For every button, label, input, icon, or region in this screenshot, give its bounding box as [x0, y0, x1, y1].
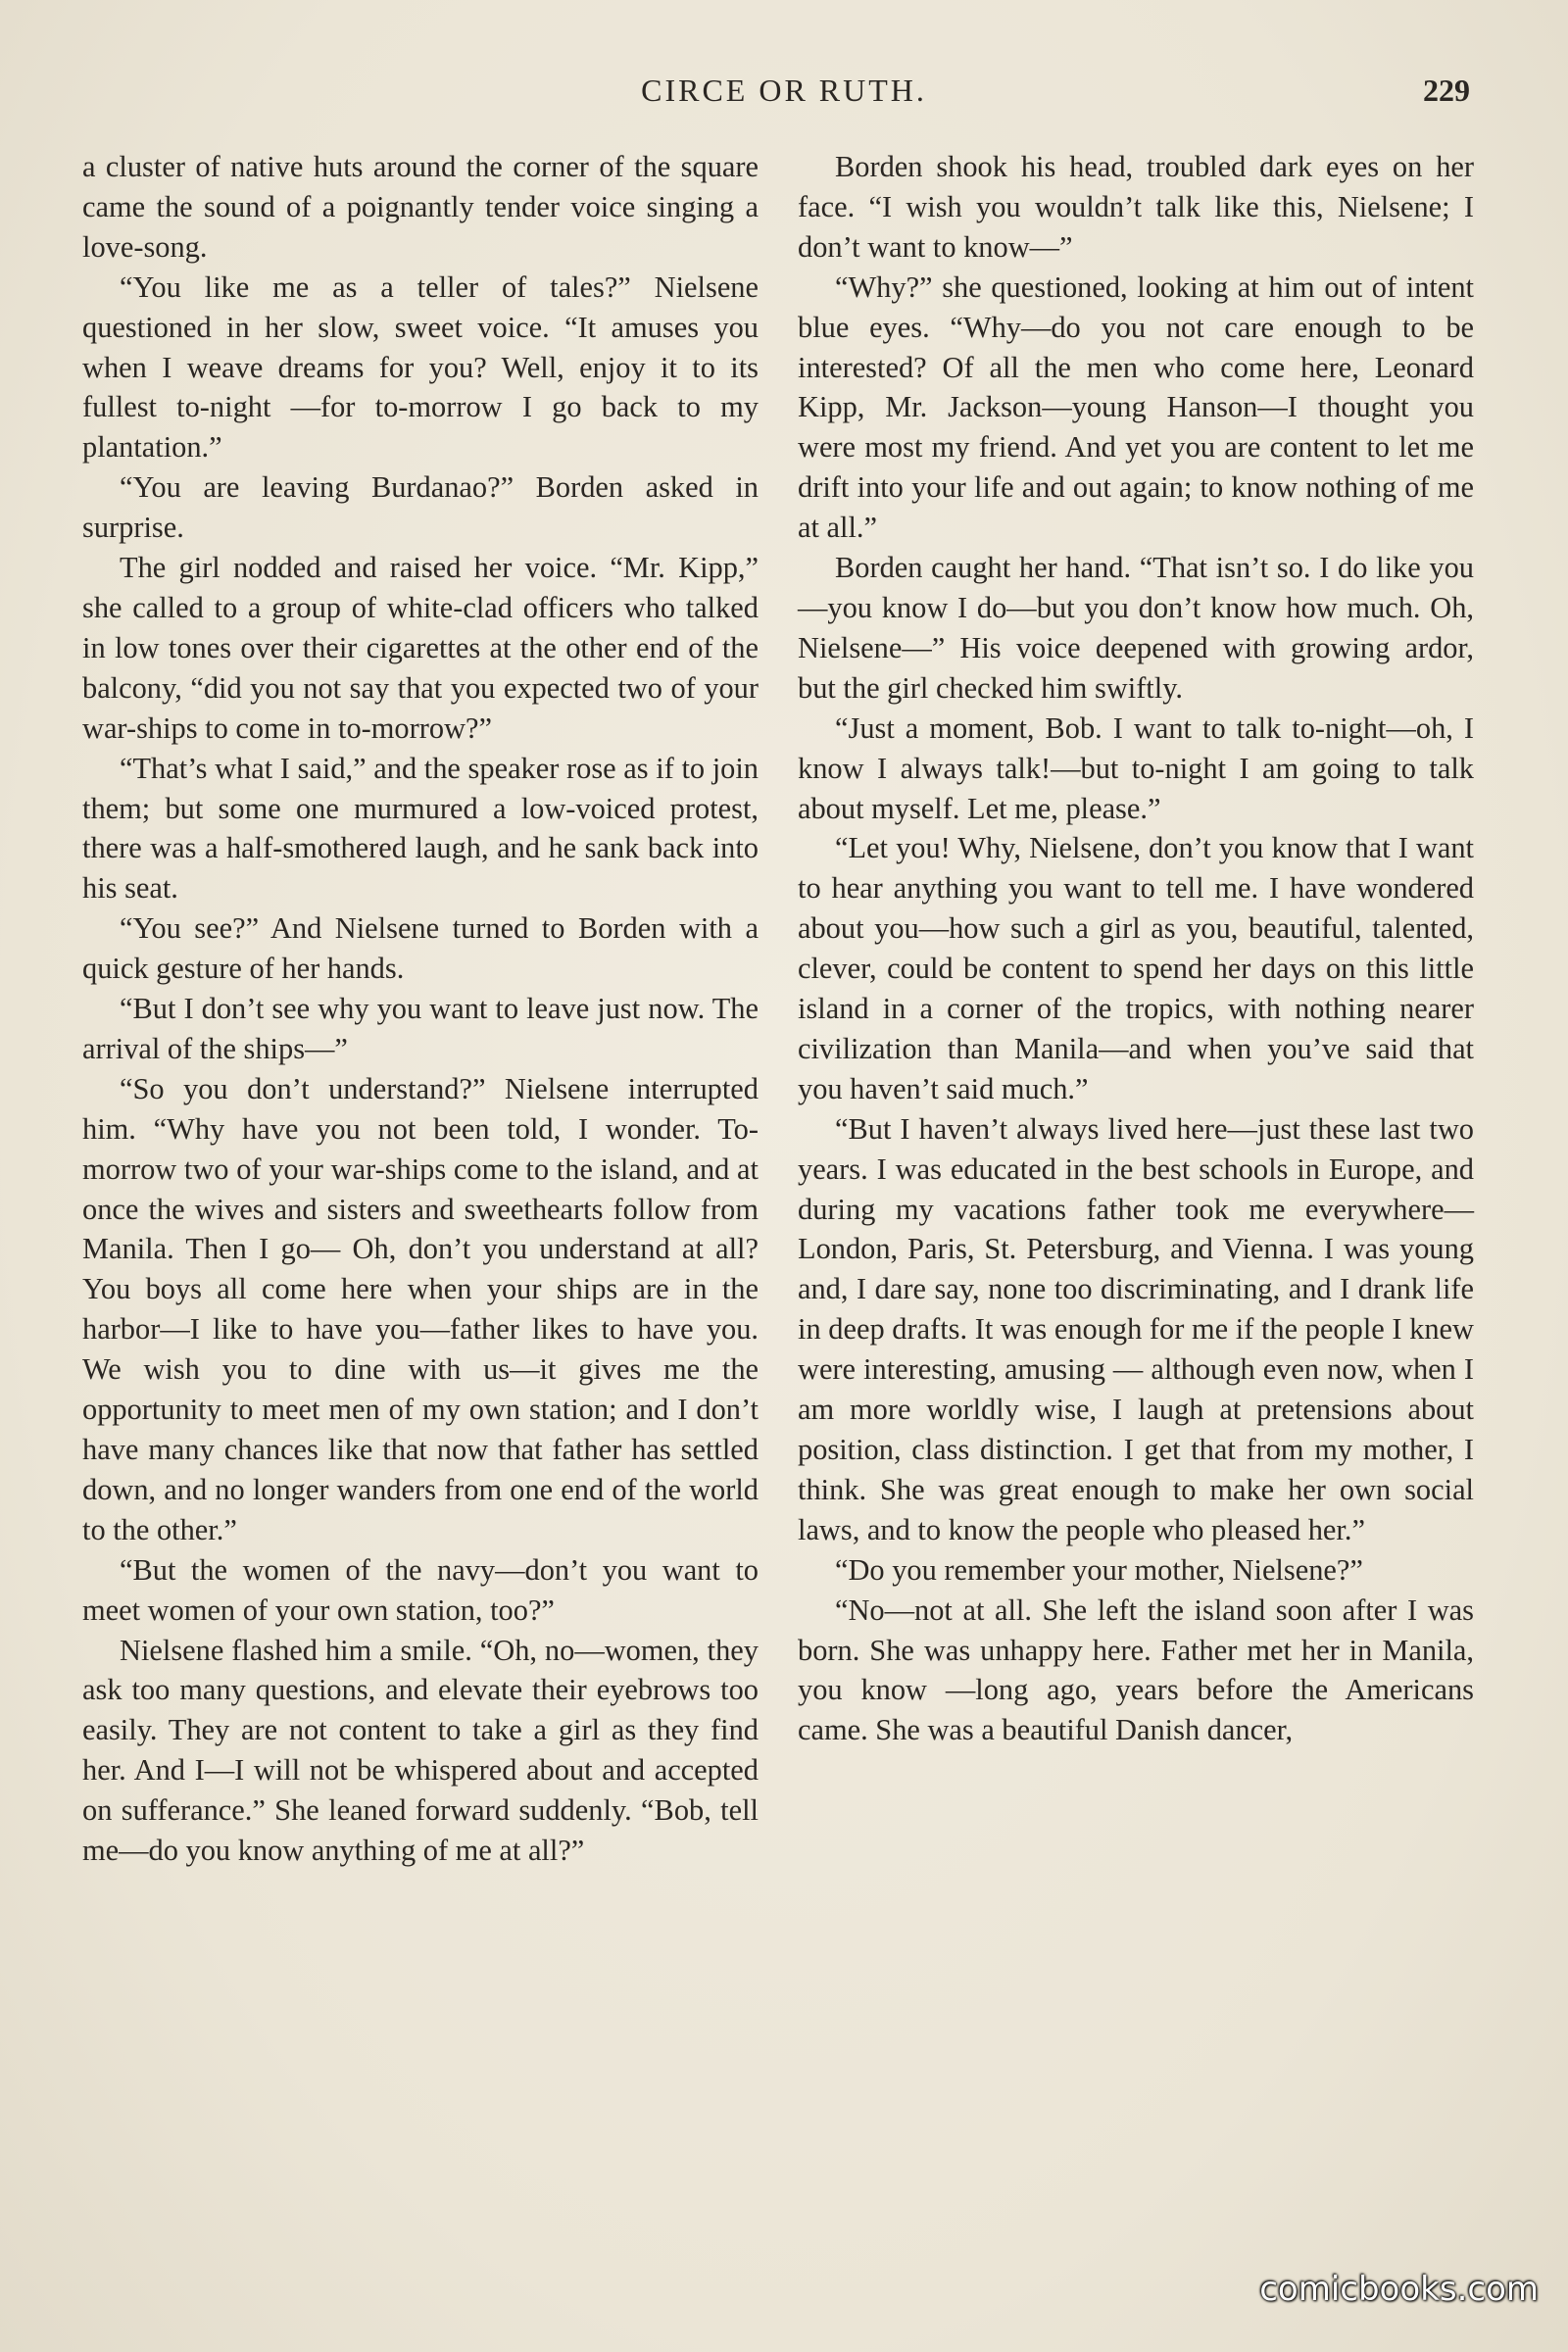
paragraph: Borden shook his head, troubled dark eyes on her face. “I wish you wouldn’t talk like this, Nielsene; I don’t want to know—” — [798, 150, 1474, 264]
paragraph: “You are leaving Burdanao?” Borden asked in surprise. — [82, 470, 759, 545]
left-column — [82, 147, 759, 1871]
site-watermark: comicbooks.com — [1259, 2270, 1539, 2309]
paragraph: Nielsene flashed him a smile. “Oh, no—women, they ask too many questions, and elevate their eyebrows too easily. They are not content to take a girl as they find her. And I—I will not be whispered about and accepted on sufferance.” She leaned forward suddenly. “Bob, tell me—do you know anything of me at all?” — [82, 1633, 759, 1868]
paragraph: “But the women of the navy—don’t you want to meet women of your own station, too?” — [82, 1552, 759, 1627]
paragraph: a cluster of native huts around the corner of the square came the sound of a poignantly tender voice singing a love-song. — [82, 150, 759, 264]
paragraph: “But I haven’t always lived here—just these last two years. I was educated in the best schools in Europe, and during my vacations father took me everywhere—London, Paris, St. Petersburg, and Vienna. I was young and, I dare say, none too discriminating, and I drank life in deep drafts. It was enough for me if the people I knew were interesting, amusing — although even now, when I am more worldly wise, I laugh at pretensions about position, class distinction. I get that from my mother, I think. She was great enough to make her own social laws, and to know the people who pleased her.” — [798, 1111, 1474, 1546]
paragraph: “But I don’t see why you want to leave just now. The arrival of the ships—” — [82, 992, 759, 1065]
running-title: CIRCE OR RUTH. — [641, 73, 927, 108]
paragraph: “Just a moment, Bob. I want to talk to-night—oh, I know I always talk!—but to-night I am going to talk about myself. Let me, please.” — [798, 710, 1474, 825]
paragraph: “No—not at all. She left the island soon after I was born. She was unhappy here. Father met her in Manila, you know —long ago, years before the Americans came. She was a beautiful Danish dancer, — [798, 1592, 1474, 1747]
paragraph: Borden caught her hand. “That isn’t so. I do like you—you know I do—but you don’t know how much. Oh, Nielsene—” His voice deepened with growing ardor, but the girl checked him swiftly. — [798, 551, 1474, 705]
paragraph: “Why?” she questioned, looking at him out of intent blue eyes. “Why—do you not care enough to be interested? Of all the men who come here, Leonard Kipp, Mr. Jackson—young Hanson—I thought you were most my friend. And yet you are content to let me drift into your life and out again; to know nothing of me at all.” — [798, 270, 1474, 545]
paragraph: “You see?” And Nielsene turned to Borden with a quick gesture of her hands. — [82, 911, 759, 986]
paragraph: “You like me as a teller of tales?” Nielsene questioned in her slow, sweet voice. “It amuses you when I weave dreams for you? Well, enjoy it to its fullest to-night —for to-morrow I go back to my plantation.” — [82, 270, 759, 465]
paragraph: “That’s what I said,” and the speaker rose as if to join them; but some one murmured a low-voiced protest, there was a half-smothered laugh, and he sank back into his seat. — [82, 751, 759, 906]
paragraph: The girl nodded and raised her voice. “Mr. Kipp,” she called to a group of white-clad officers who talked in low tones over their cigarettes at the other end of the balcony, “did you not say that you expected two of your war-ships to come in to-morrow?” — [82, 551, 759, 745]
paragraph: “So you don’t understand?” Nielsene interrupted him. “Why have you not been told, I wonder. To-morrow two of your war-ships come to the island, and at once the wives and sisters and sweethearts follow from Manila. Then I go— Oh, don’t you understand at all? You boys all come here when your ships are in the harbor—I like to have you—father likes to have you. We wish you to dine with us—it gives me the opportunity to meet men of my own station; and I don’t have many chances like that now that father has settled down, and no longer wanders from one end of the world to the other.” — [82, 1071, 759, 1546]
right-column — [798, 147, 1474, 1750]
page-number: 229 — [1423, 73, 1470, 108]
paragraph: “Do you remember your mother, Nielsene?” — [835, 1552, 1363, 1587]
paragraph: “Let you! Why, Nielsene, don’t you know that I want to hear anything you want to tell me. I have wondered about you—how such a girl as you, beautiful, talented, clever, could be content to spend her days on this little island in a corner of the tropics, with nothing nearer civilization than Manila—and when you’ve said that you haven’t said much.” — [798, 831, 1474, 1105]
running-head — [0, 73, 1568, 122]
